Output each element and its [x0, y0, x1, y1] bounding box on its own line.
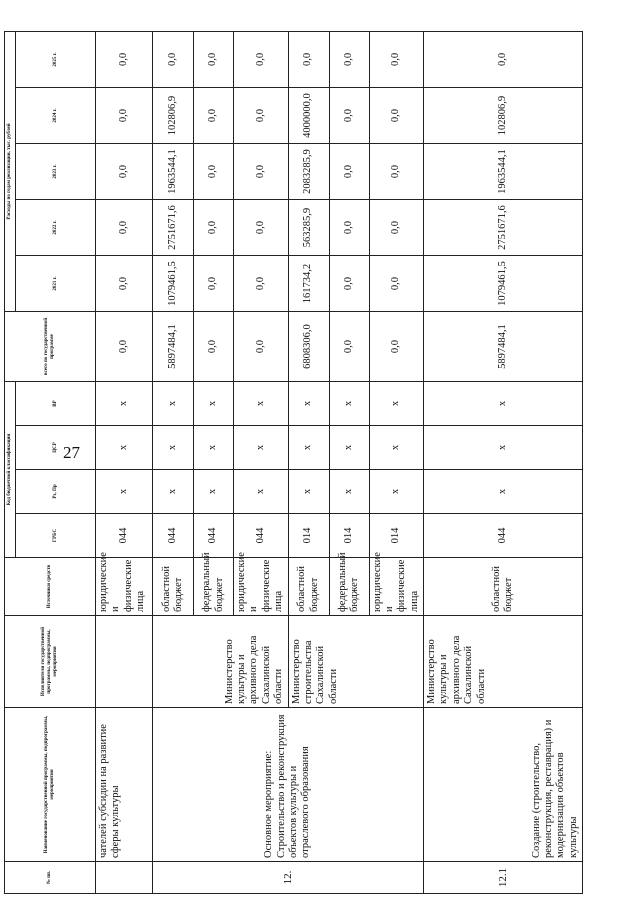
vr-cell: х: [194, 382, 234, 426]
year-2023-cell: 1963544,1: [153, 144, 194, 200]
year-2022-cell: 0,0: [234, 200, 289, 256]
total-cell: 6808306,0: [288, 312, 329, 382]
grbs-cell: 014: [369, 514, 424, 558]
vr-cell: х: [153, 382, 194, 426]
year-2021-cell: 0,0: [194, 256, 234, 312]
year-2023-cell: 0,0: [194, 144, 234, 200]
year-2022-cell: 2751671,6: [153, 200, 194, 256]
vr-cell: х: [424, 382, 583, 426]
row-num-cell: [96, 862, 153, 894]
year-2022-cell: 2751671,6: [424, 200, 583, 256]
rzpr-cell: х: [329, 470, 369, 514]
item-12-executor-construction: Министерство строительства Сахалинской области: [288, 616, 424, 708]
col-header-vr: ВР: [16, 382, 96, 426]
year-2023-cell: 2083285,9: [288, 144, 329, 200]
row-name-cell: чателей субсидии на развитие сферы культуры: [96, 708, 153, 862]
vr-cell: х: [288, 382, 329, 426]
year-2021-cell: 1079461,5: [153, 256, 194, 312]
grbs-cell: 044: [234, 514, 289, 558]
row-executor-cell: [96, 616, 153, 708]
col-header-year-2024: 2024 г.: [16, 88, 96, 144]
page-number: 27: [63, 443, 80, 462]
csr-cell: х: [96, 426, 153, 470]
col-header-executor: Исполнители государственной программы, подпрограммы, мероприятия: [5, 616, 96, 708]
year-2024-cell: 0,0: [96, 88, 153, 144]
rzpr-cell: х: [96, 470, 153, 514]
vr-cell: х: [234, 382, 289, 426]
total-cell: 0,0: [234, 312, 289, 382]
grbs-cell: 044: [194, 514, 234, 558]
csr-cell: х: [194, 426, 234, 470]
col-header-expenses: Расходы по годам реализации, тыс. рублей: [5, 31, 16, 311]
source-cell: областной бюджет: [424, 558, 583, 616]
total-cell: 5897484,1: [424, 312, 583, 382]
year-2025-cell: 0,0: [153, 31, 194, 87]
item-12-executor-culture: Министерство культуры и архивного дела Сахалинской области: [153, 616, 289, 708]
budget-table: [4, 31, 583, 894]
item-12-1-name: Создание (строительство, реконструкция, реставрация) и модернизация объектов культуры: [424, 708, 583, 862]
col-header-csr: ЦСР: [16, 426, 96, 470]
csr-cell: х: [234, 426, 289, 470]
source-cell: юридические и физические лица: [96, 558, 153, 616]
year-2025-cell: 0,0: [288, 31, 329, 87]
year-2022-cell: 0,0: [96, 200, 153, 256]
total-cell: 0,0: [369, 312, 424, 382]
table-row: [424, 31, 583, 893]
year-2022-cell: 0,0: [329, 200, 369, 256]
year-2021-cell: 161734,2: [288, 256, 329, 312]
year-2025-cell: 0,0: [234, 31, 289, 87]
year-2024-cell: 102806,9: [424, 88, 583, 144]
year-2023-cell: 0,0: [234, 144, 289, 200]
year-2025-cell: 0,0: [424, 31, 583, 87]
csr-cell: х: [329, 426, 369, 470]
csr-cell: х: [424, 426, 583, 470]
rzpr-cell: х: [288, 470, 329, 514]
year-2025-cell: 0,0: [329, 31, 369, 87]
table-row: [153, 31, 194, 893]
vr-cell: х: [369, 382, 424, 426]
year-2024-cell: 4000000,0: [288, 88, 329, 144]
year-2024-cell: 0,0: [234, 88, 289, 144]
col-header-year-2023: 2023 г.: [16, 144, 96, 200]
source-cell: областной бюджет: [153, 558, 194, 616]
year-2022-cell: 0,0: [194, 200, 234, 256]
source-cell: федеральный бюджет: [329, 558, 369, 616]
item-12-name: Основное мероприятие: Строительство и реконструкция объектов культуры и отраслевого образования: [153, 708, 424, 862]
year-2025-cell: 0,0: [369, 31, 424, 87]
rzpr-cell: х: [194, 470, 234, 514]
grbs-cell: 044: [153, 514, 194, 558]
rzpr-cell: х: [234, 470, 289, 514]
source-cell: юридические и физические лица: [369, 558, 424, 616]
col-header-source: Источники средств: [5, 558, 96, 616]
year-2025-cell: 0,0: [194, 31, 234, 87]
year-2024-cell: 102806,9: [153, 88, 194, 144]
year-2021-cell: 1079461,5: [424, 256, 583, 312]
year-2023-cell: 0,0: [96, 144, 153, 200]
item-12-num: 12.: [153, 862, 424, 894]
year-2021-cell: 0,0: [329, 256, 369, 312]
year-2023-cell: 0,0: [369, 144, 424, 200]
col-header-year-2022: 2022 г.: [16, 200, 96, 256]
grbs-cell: 044: [96, 514, 153, 558]
item-12-1-num: 12.1: [424, 862, 583, 894]
year-2024-cell: 0,0: [194, 88, 234, 144]
col-header-total: всего по государственной программе: [5, 312, 96, 382]
col-header-num: № пп.: [5, 862, 96, 894]
rotated-table-wrapper: [4, 32, 579, 894]
item-12-1-executor: Министерство культуры и архивного дела Сахалинской области: [424, 616, 583, 708]
col-header-name: Наименование государственной программы, подпрограммы, мероприятия: [5, 708, 96, 862]
grbs-cell: 044: [424, 514, 583, 558]
vr-cell: х: [96, 382, 153, 426]
total-cell: 0,0: [194, 312, 234, 382]
year-2021-cell: 0,0: [234, 256, 289, 312]
source-cell: федеральный бюджет: [194, 558, 234, 616]
year-2023-cell: 0,0: [329, 144, 369, 200]
table-row: [96, 31, 153, 893]
col-header-rzpr: Рз, Пр: [16, 470, 96, 514]
col-header-grbs: ГРБС: [16, 514, 96, 558]
year-2024-cell: 0,0: [329, 88, 369, 144]
csr-cell: х: [153, 426, 194, 470]
total-cell: 0,0: [329, 312, 369, 382]
grbs-cell: 014: [288, 514, 329, 558]
total-cell: 0,0: [96, 312, 153, 382]
col-header-year-2025: 2025 г.: [16, 31, 96, 87]
header-row-1: [5, 31, 16, 893]
year-2022-cell: 563285,9: [288, 200, 329, 256]
rzpr-cell: х: [153, 470, 194, 514]
rzpr-cell: х: [369, 470, 424, 514]
total-cell: 5897484,1: [153, 312, 194, 382]
csr-cell: х: [288, 426, 329, 470]
csr-cell: х: [369, 426, 424, 470]
year-2022-cell: 0,0: [369, 200, 424, 256]
col-header-budget-codes: Код бюджетной классификации: [5, 382, 16, 558]
source-cell: юридические и физические лица: [234, 558, 289, 616]
source-cell: областной бюджет: [288, 558, 329, 616]
col-header-year-2021: 2021 г.: [16, 256, 96, 312]
year-2023-cell: 1963544,1: [424, 144, 583, 200]
year-2025-cell: 0,0: [96, 31, 153, 87]
year-2021-cell: 0,0: [369, 256, 424, 312]
vr-cell: х: [329, 382, 369, 426]
year-2021-cell: 0,0: [96, 256, 153, 312]
grbs-cell: 014: [329, 514, 369, 558]
year-2024-cell: 0,0: [369, 88, 424, 144]
rzpr-cell: х: [424, 470, 583, 514]
